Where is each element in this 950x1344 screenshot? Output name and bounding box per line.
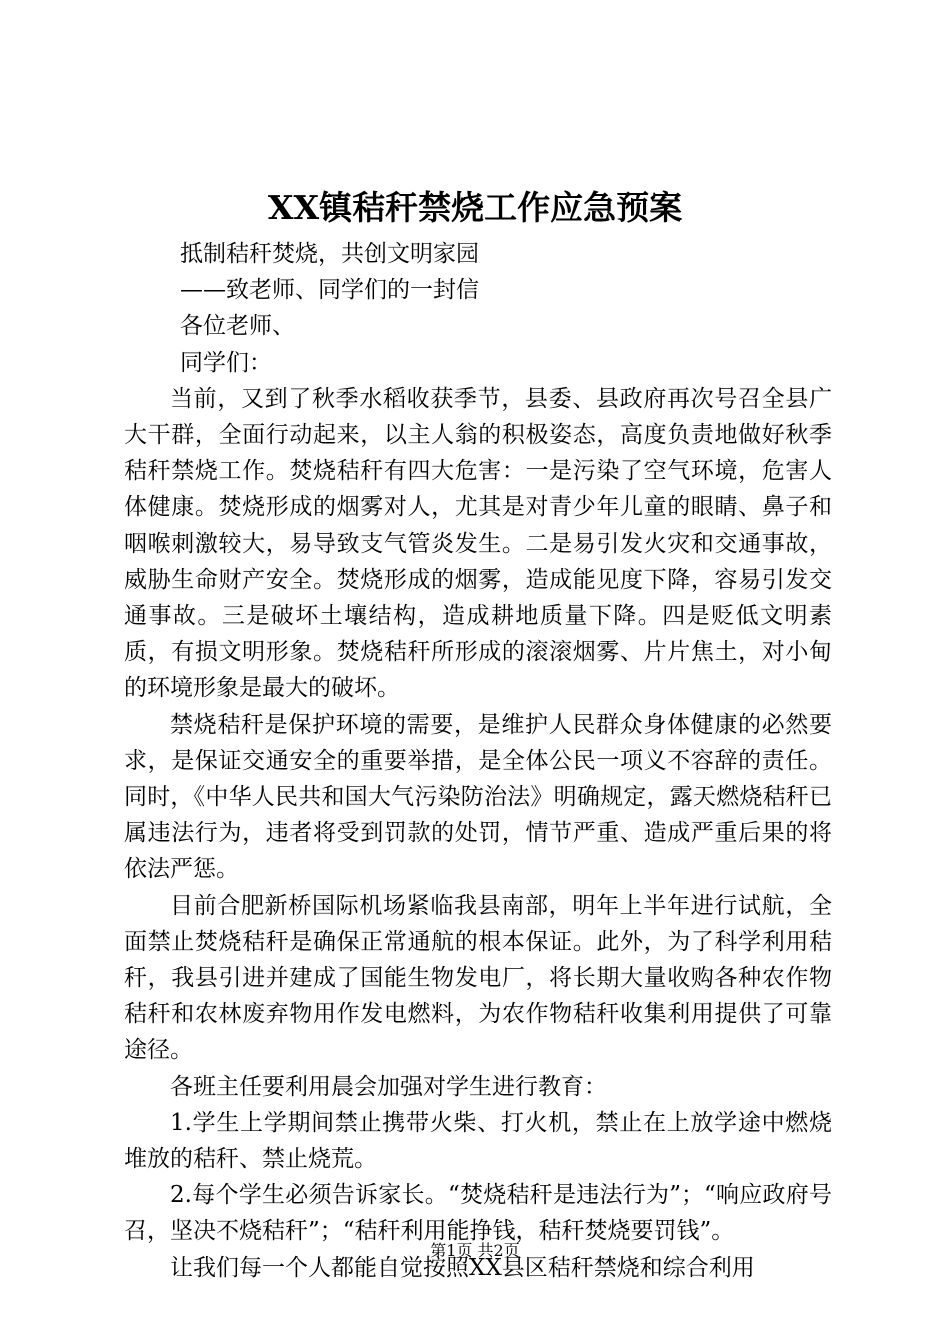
document-title: XX镇秸秆禁烧工作应急预案 — [267, 188, 683, 227]
paragraph-closing: 让我们每一个人都能自觉按照XX县区秸秆禁烧和综合利用 — [170, 1254, 755, 1281]
salutation-line-1: 各位老师、 — [180, 313, 295, 340]
paragraph-hazards: 当前，又到了秋季水稻收获季节，县委、县政府再次号召全县广大干群，全面行动起来，以主人翁的积极姿态，高度负责地做好秋季秸秆禁烧工作。焚烧秸秆有四大危害：一是污染了空气环境，危害人体健康。焚烧形成的烟雾对人，尤其是对青少年儿童的眼睛、鼻子和咽喉刺激较大，易导致支气管炎发生。二是易引发火灾和交通事故，威胁生命财产安全。焚烧形成的烟雾，造成能见度下降，容易引发交通事故。三是破坏土壤结构，造成耕地质量下降。四是贬低文明素质，有损文明形象。焚烧秸秆所形成的滚滚烟雾、片片焦土，对小甸的环境形象是最大的破坏。 — [124, 385, 832, 702]
page-footer: 第1页 共2页 — [430, 1241, 520, 1260]
list-item-1: 1.学生上学期间禁止携带火柴、打火机，禁止在上放学途中燃烧堆放的秸秆、禁止烧荒。 — [124, 1109, 832, 1173]
letter-heading-line-1: 抵制秸秆焚烧，共创文明家园 — [180, 241, 479, 267]
letter-heading-line-2: ——致老师、同学们的一封信 — [180, 277, 479, 304]
paragraph-legal-requirements: 禁烧秸秆是保护环境的需要，是维护人民群众身体健康的必然要求，是保证交通安全的重要举措，是全体公民一项义不容辞的责任。同时，《中华人民共和国大气污染防治法》明确规定，露天燃烧秸秆已属违法行为，违者将受到罚款的处罚，情节严重、造成严重后果的将依法严惩。 — [124, 711, 832, 883]
paragraph-airport-and-power-plant: 目前合肥新桥国际机场紧临我县南部，明年上半年进行试航，全面禁止焚烧秸秆是确保正常通航的根本保证。此外，为了科学利用秸秆，我县引进并建成了国能生物发电厂，将长期大量收购各种农作物秸秆和农林废弃物用作发电燃料，为农作物秸秆收集利用提供了可靠途径。 — [124, 892, 832, 1064]
document-body — [124, 236, 832, 1286]
list-item-2: 2.每个学生必须告诉家长。“焚烧秸秆是违法行为”；“响应政府号召，坚决不烧秸秆”；“秸秆利用能挣钱，秸秆焚烧要罚钱”。 — [124, 1182, 832, 1245]
salutation-line-2: 同学们： — [180, 349, 272, 376]
paragraph-teacher-instructions: 各班主任要利用晨会加强对学生进行教育： — [170, 1073, 607, 1100]
